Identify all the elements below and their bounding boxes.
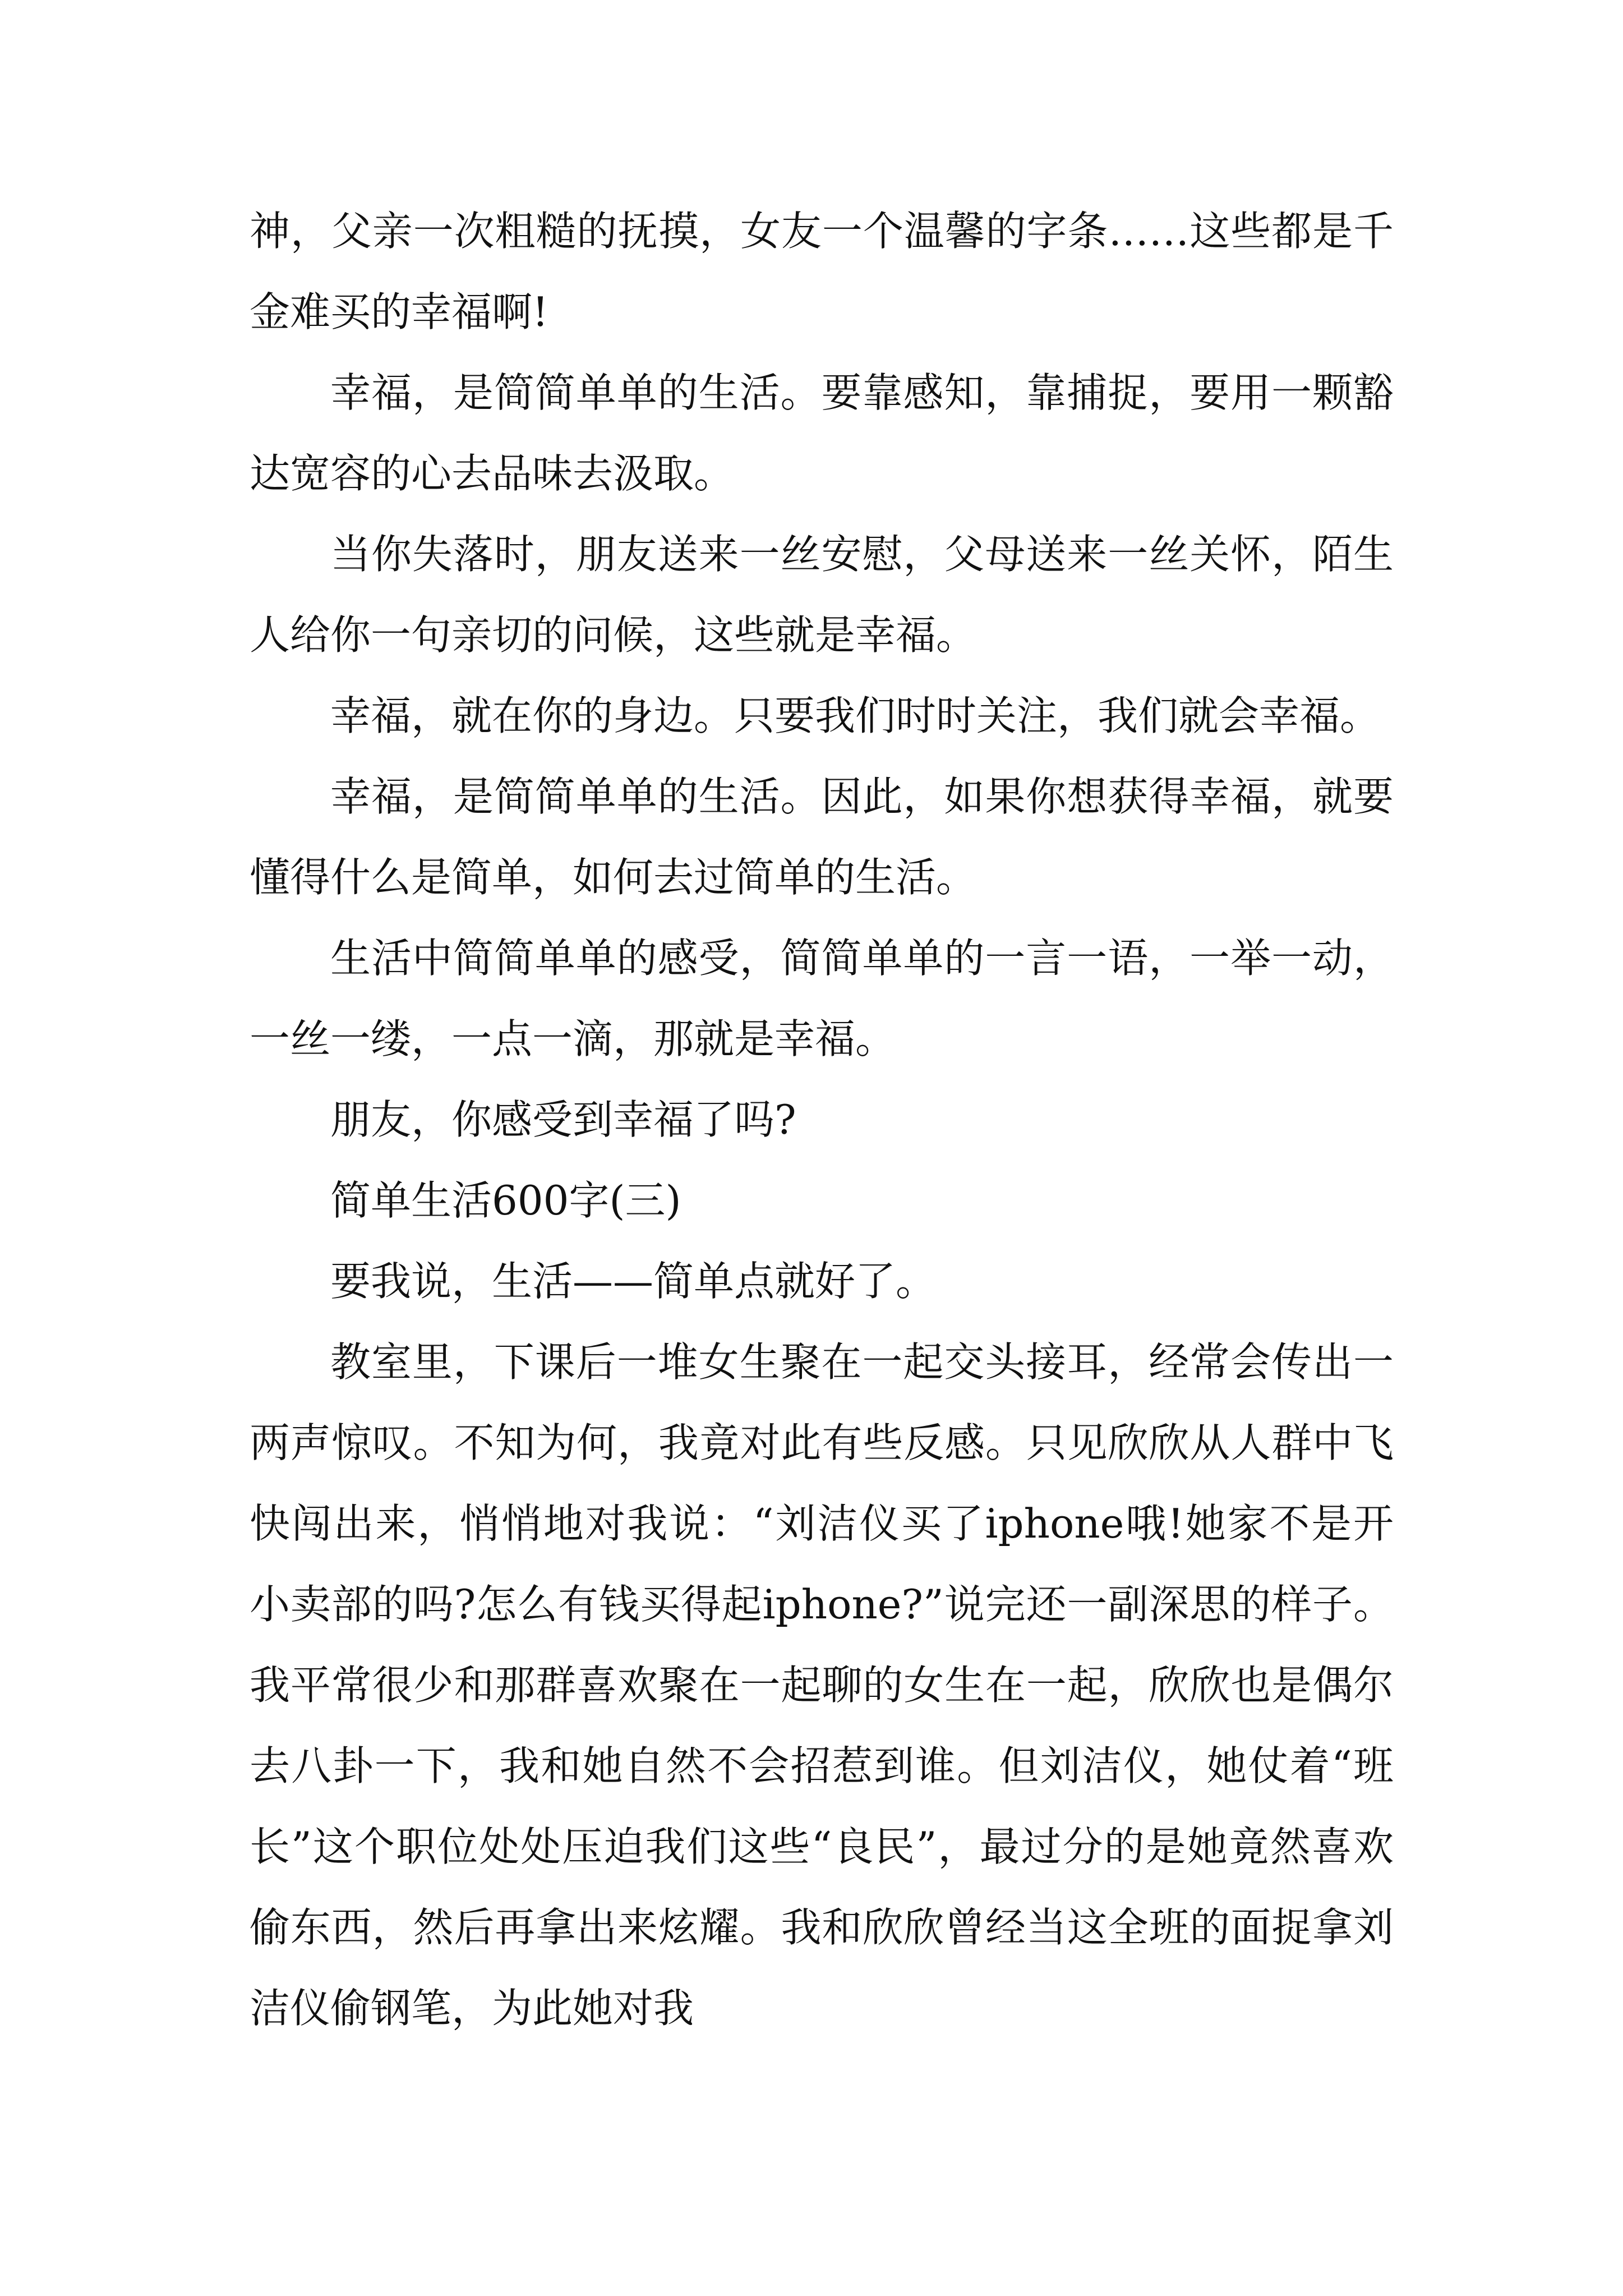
paragraph-6: 生活中简简单单的感受，简简单单的一言一语，一举一动，一丝一缕，一点一滴，那就是幸福。 [250, 935, 1394, 1062]
paragraph-5: 幸福，是简简单单的生活。因此，如果你想获得幸福，就要懂得什么是简单，如何去过简单的生活。 [250, 773, 1394, 901]
paragraph-10: 教室里，下课后一堆女生聚在一起交头接耳，经常会传出一两声惊叹。不知为何，我竟对此有些反感。只见欣欣从人群中飞快闯出来，悄悄地对我说：“刘洁仪买了iphone哦!她家不是开小卖部的吗?怎么有钱买得起iphone?”说完还一副深思的样子。我平常很少和那群喜欢聚在一起聊的女生在一起，欣欣也是偶尔去八卦一下，我和她自然不会招惹到谁。但刘洁仪，她仗着“班长”这个职位处处压迫我们这些“良民”，最过分的是她竟然喜欢偷东西，然后再拿出来炫耀。我和欣欣曾经当这全班的面捉拿刘洁仪偷钢笔，为此她对我 [250, 1338, 1394, 2032]
paragraph-7: 朋友，你感受到幸福了吗? [330, 1096, 796, 1143]
section-heading: 简单生活600字(三) [330, 1177, 681, 1224]
paragraph-2: 幸福，是简简单单的生活。要靠感知，靠捕捉，要用一颗豁达宽容的心去品味去汲取。 [250, 369, 1394, 497]
paragraph-9: 要我说，生活——简单点就好了。 [330, 1258, 937, 1305]
paragraph-3: 当你失落时，朋友送来一丝安慰，父母送来一丝关怀，陌生人给你一句亲切的问候，这些就是幸福。 [250, 531, 1394, 659]
paragraph-4: 幸福，就在你的身边。只要我们时时关注，我们就会幸福。 [330, 692, 1381, 739]
body-text [250, 191, 1394, 2049]
paragraph-1: 神，父亲一次粗糙的抚摸，女友一个温馨的字条……这些都是千金难买的幸福啊! [250, 208, 1394, 335]
